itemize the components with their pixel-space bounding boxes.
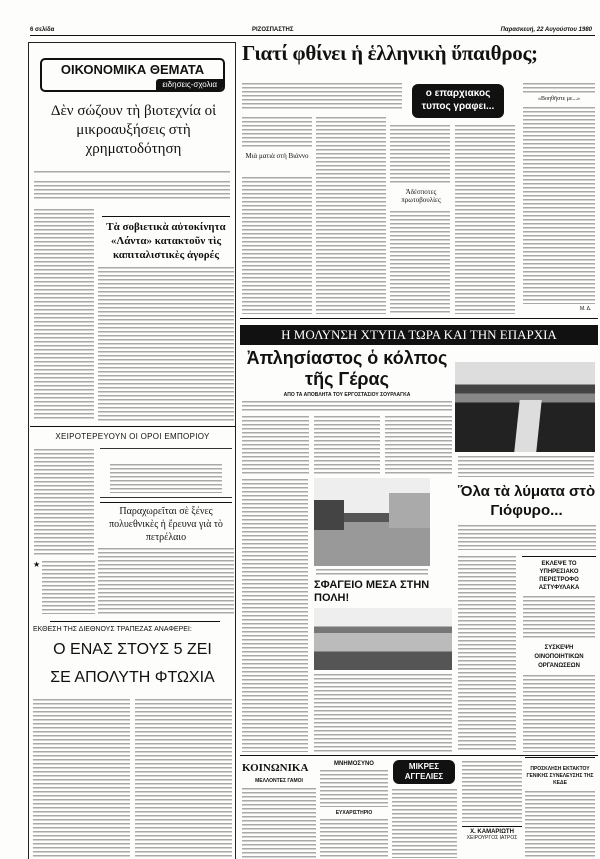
subhead-viannos: Μιὰ ματιὰ στὴ Βιάννο: [245, 152, 309, 160]
gera-article: [242, 348, 452, 474]
headline-lada: Τὰ σοβιετικὰ αὐτοκίνητα «Λάντα» κατακτοῦν τὶς καπιταλιστικὲς ἀγορές: [106, 221, 226, 261]
slaughterhouse-article: [314, 579, 452, 752]
article-text: [242, 176, 312, 314]
article-text: [320, 769, 388, 807]
article-text: [98, 266, 234, 422]
article-text: [242, 415, 309, 474]
article-text: [42, 560, 95, 614]
doctor-role: ΧΕΙΡΟΥΡΓΟΣ ΙΑΤΡΟΣ: [466, 835, 518, 841]
article-text: [523, 674, 595, 752]
photo-caption: [458, 455, 594, 477]
divider: [100, 502, 232, 503]
article-text: [135, 698, 232, 859]
doctor-ad: [462, 826, 522, 841]
headline-slaughterhouse: ΣΦΑΓΕΙΟ ΜΕΣΑ ΣΤΗΝ ΠΟΛΗ!: [314, 579, 430, 604]
classifieds-heading: ΜΙΚΡΕΣ ΑΓΓΕΛΙΕΣ: [393, 760, 455, 784]
headline-poverty-1: Ο ΕΝΑΣ ΣΤΟΥΣ 5 ΖΕΙ: [53, 641, 212, 658]
headline-wine-meeting: ΣΥΣΚΕΨΗ ΟΙΝΟΠΟΙΗΤΙΚΩΝ ΟΡΓΑΝΩΣΕΩΝ: [534, 645, 584, 669]
article-text: [34, 448, 94, 556]
headline-biotechnia: Δὲν σώζουν τὴ βιοτεχνία οἱ μικροαυξήσεις στὴ χρηματοδότηση: [50, 103, 217, 157]
headline-revolver: ΕΚΛΕΨΕ ΤΟ ΥΠΗΡΕΣΙΑΚΟ ΠΕΡΙΣΤΡΟΦΟ ΑΣΤΥΦΥΛΑΚΑ: [538, 561, 580, 591]
kede-heading: ΠΡΟΣΚΛΗΣΗ ΕΚΤΑΚΤΟΥ ΓΕΝΙΚΗΣ ΣΥΝΕΛΕΥΣΗΣ ΤΗΣ ΚΕΔΕ: [526, 766, 594, 786]
section-title: ΟΙΚΟΝΟΜΙΚΑ ΘΕΜΑΤΑ: [60, 62, 205, 77]
signature: Μ. Δ.: [580, 306, 592, 312]
divider: [240, 755, 598, 756]
headline-poverty-2: ΣΕ ΑΠΟΛΥΤΗ ΦΤΩΧΙΑ: [50, 669, 215, 686]
star-icon: ★: [33, 560, 41, 569]
memorial-column: [320, 761, 388, 857]
lada-article: [98, 216, 234, 422]
intro-text: [458, 524, 596, 550]
article-text: [242, 478, 308, 752]
building-photo: [314, 608, 452, 670]
article-text: [458, 555, 516, 750]
divider: [50, 621, 220, 622]
subhead-help-me: «Βοηθῆστε με...»: [537, 96, 581, 102]
provincial-press-box: ο επαρχιακος τυπος γραφει...: [412, 84, 504, 118]
masthead-rule: [30, 35, 595, 36]
headline-oil: Παραχωρεῖται σὲ ξένες πολυεθνικὲς ἡ ἔρευνα γιὰ τὸ πετρέλαιο: [109, 506, 223, 543]
article-text: [385, 415, 452, 474]
section-box: [40, 58, 225, 92]
article-text: [314, 673, 452, 752]
divider: [240, 318, 598, 319]
article-text: [455, 124, 515, 314]
article-text: [392, 788, 457, 858]
page-number: 6 σελίδα: [30, 27, 55, 33]
issue-date: Παρασκευή, 22 Αυγούστου 1980: [500, 27, 592, 33]
article-text: [390, 210, 450, 314]
bridge-photo: [455, 362, 595, 452]
article-text: [98, 547, 234, 616]
intro-text: [242, 82, 402, 110]
social-subheading: ΜΕΛΛΟΝΤΕΣ ΓΑΜΟΙ: [255, 778, 303, 784]
social-heading: ΚΟΙΝΩΝΙΚΑ: [242, 762, 309, 774]
article-text: [523, 595, 595, 639]
article-text: [523, 82, 595, 94]
kicker-world-bank: ΕΚΘΕΣΗ ΤΗΣ ΔΙΕΘΝΟΥΣ ΤΡΑΠΕΖΑΣ ΑΝΑΦΕΡΕΙ:: [33, 626, 192, 633]
headline-countryside: Γιατί φθίνει ἡ ἑλληνικὴ ὕπαιθρος;: [242, 41, 538, 65]
doctor-name: Χ. ΚΑΜΑΡΙΩΤΗ: [470, 829, 514, 835]
right-narrow-column: [522, 556, 596, 752]
divider: [30, 426, 235, 427]
paper-name: ΡΙΖΟΣΠΑΣΤΗΣ: [252, 27, 294, 33]
harbor-photo: [314, 478, 430, 566]
subhead-factory: ΑΠΟ ΤΑ ΑΠΟΒΛΗΤΑ ΤΟΥ ΕΡΓΟΣΤΑΣΙΟΥ ΣΟΥΡΛΑΓΚΑ: [283, 392, 411, 398]
subhead-initiatives: Ἀδέσποτες πρωτοβουλίες: [401, 188, 441, 204]
article-text: [525, 790, 595, 857]
article-text: [523, 106, 595, 304]
thanks-heading: ΕΥΧΑΡΙΣΤΗΡΙΟ: [335, 810, 373, 816]
kede-column: [525, 757, 595, 857]
social-column: [242, 761, 316, 859]
article-text: [462, 760, 522, 822]
article-text: [33, 698, 130, 859]
poverty-columns: [30, 698, 235, 859]
headline-gera-gulf: Ἀπλησίαστος ὁ κόλπος τῆς Γέρας: [246, 348, 448, 389]
photo-caption: [316, 568, 428, 576]
section-subtitle: ειδησεις-σχολια: [156, 79, 223, 90]
article-text: [242, 787, 316, 859]
article-text: [34, 208, 94, 420]
oil-article: [98, 502, 234, 616]
article-text: [320, 818, 388, 857]
gera-columns: [242, 415, 452, 474]
poverty-article: [30, 626, 235, 859]
intro-text: [242, 400, 452, 412]
divider: [522, 556, 596, 557]
article-text: [316, 116, 386, 314]
divider: [525, 757, 595, 758]
trade-table: [100, 448, 232, 498]
article-text: [314, 415, 381, 474]
divider: [102, 216, 230, 217]
subhead-lines: [34, 170, 230, 174]
memorial-heading: ΜΝΗΜΟΣΥΝΟ: [334, 761, 374, 767]
article-text: [390, 124, 450, 184]
article-text: [242, 116, 312, 148]
headline-terms-of-trade: ΧΕΙΡΟΤΕΡΕΥΟΥΝ ΟΙ ΟΡΟΙ ΕΜΠΟΡΙΟΥ: [55, 432, 210, 441]
headline-giofyro: Ὅλα τὰ λύματα στὸ Γιόφυρο...: [457, 483, 596, 519]
pollution-banner: Η ΜΟΛΥΝΣΗ ΧΤΥΠΑ ΤΩΡΑ ΚΑΙ ΤΗΝ ΕΠΑΡΧΙΑ: [240, 325, 598, 345]
intro-text: [34, 180, 230, 200]
